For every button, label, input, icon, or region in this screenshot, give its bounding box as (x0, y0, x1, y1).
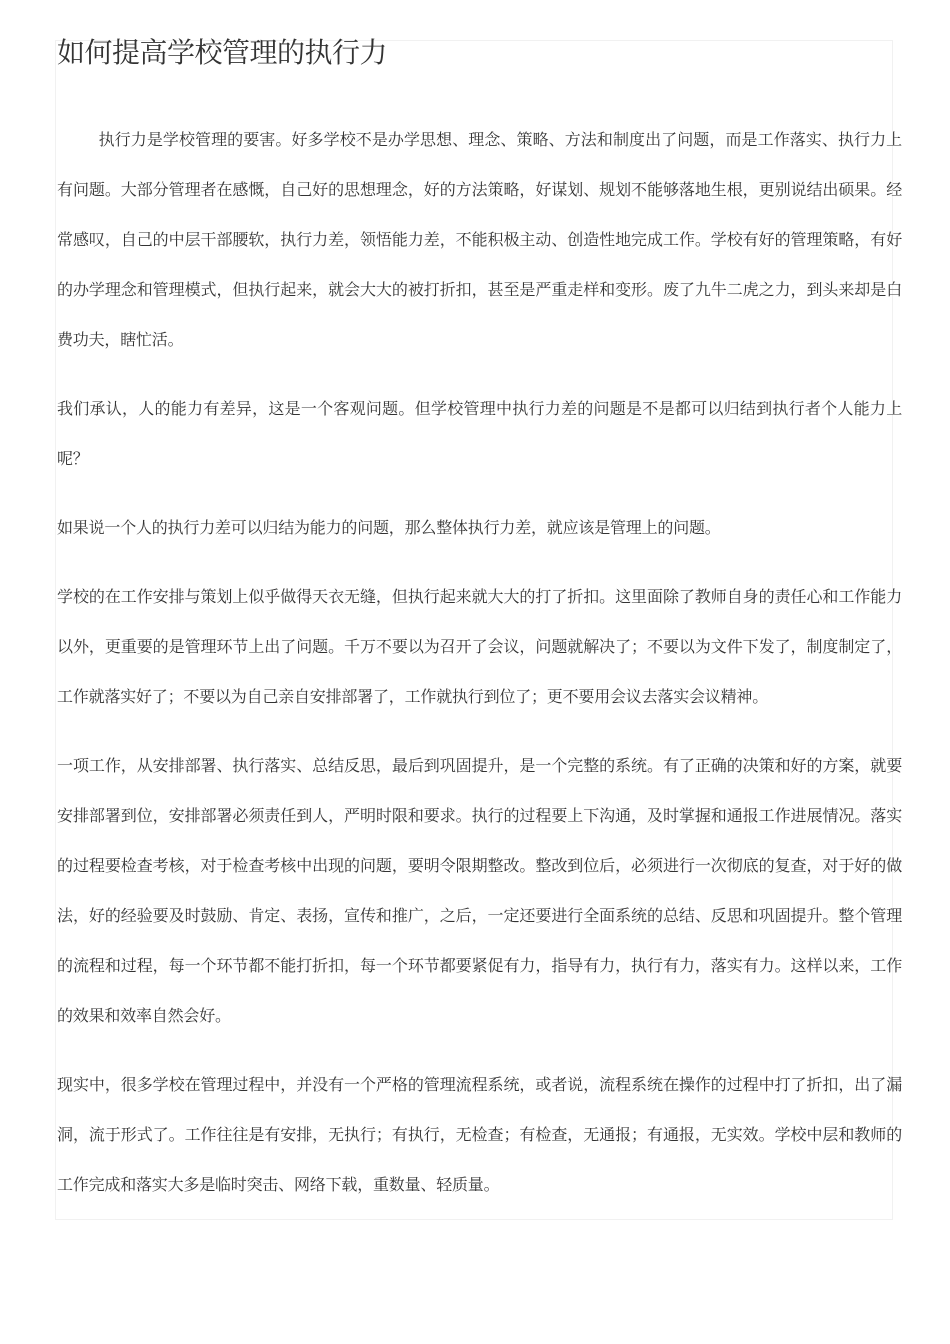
article-paragraph-1: 执行力是学校管理的要害。好多学校不是办学思想、理念、策略、方法和制度出了问题，而是工作落实、执行力上有问题。大部分管理者在感慨，自己好的思想理念，好的方法策略，好谋划、规划不能够落地生根，更别说结出硕果。经常感叹，自己的中层干部腰软，执行力差，领悟能力差，不能积极主动、创造性地完成工作。学校有好的管理策略，有好的办学理念和管理模式，但执行起来，就会大大的被打折扣，甚至是严重走样和变形。废了九牛二虎之力，到头来却是白费功夫，瞎忙活。 (57, 130, 902, 349)
article-paragraph-2: 我们承认，人的能力有差异，这是一个客观问题。但学校管理中执行力差的问题是不是都可以归结到执行者个人能力上呢？ (57, 399, 902, 468)
article-title: 如何提高学校管理的执行力 (57, 36, 388, 69)
article-paragraph-3: 如果说一个人的执行力差可以归结为能力的问题，那么整体执行力差，就应该是管理上的问题。 (57, 518, 721, 537)
article-paragraph-4: 学校的在工作安排与策划上似乎做得天衣无缝，但执行起来就大大的打了折扣。这里面除了教师自身的责任心和工作能力以外，更重要的是管理环节上出了问题。千万不要以为召开了会议，问题就解决了；不要以为文件下发了，制度制定了，工作就落实好了；不要以为自己亲自安排部署了，工作就执行到位了；更不要用会议去落实会议精神。 (57, 587, 902, 706)
article-paragraph-6: 现实中，很多学校在管理过程中，并没有一个严格的管理流程系统，或者说，流程系统在操作的过程中打了折扣，出了漏洞，流于形式了。工作往往是有安排，无执行；有执行，无检查；有检查，无通报；有通报，无实效。学校中层和教师的工作完成和落实大多是临时突击、网络下载，重数量、轻质量。 (57, 1075, 902, 1194)
article-paragraph-5: 一项工作，从安排部署、执行落实、总结反思，最后到巩固提升，是一个完整的系统。有了正确的决策和好的方案，就要安排部署到位，安排部署必须责任到人，严明时限和要求。执行的过程要上下沟通，及时掌握和通报工作进展情况。落实的过程要检查考核，对于检查考核中出现的问题，要明令限期整改。整改到位后，必须进行一次彻底的复查，对于好的做法，好的经验要及时鼓励、肯定、表扬，宣传和推广，之后，一定还要进行全面系统的总结、反思和巩固提升。整个管理的流程和过程，每一个环节都不能打折扣，每一个环节都要紧促有力，指导有力，执行有力，落实有力。这样以来，工作的效果和效率自然会好。 (57, 756, 902, 1025)
article-content (57, 30, 902, 1210)
